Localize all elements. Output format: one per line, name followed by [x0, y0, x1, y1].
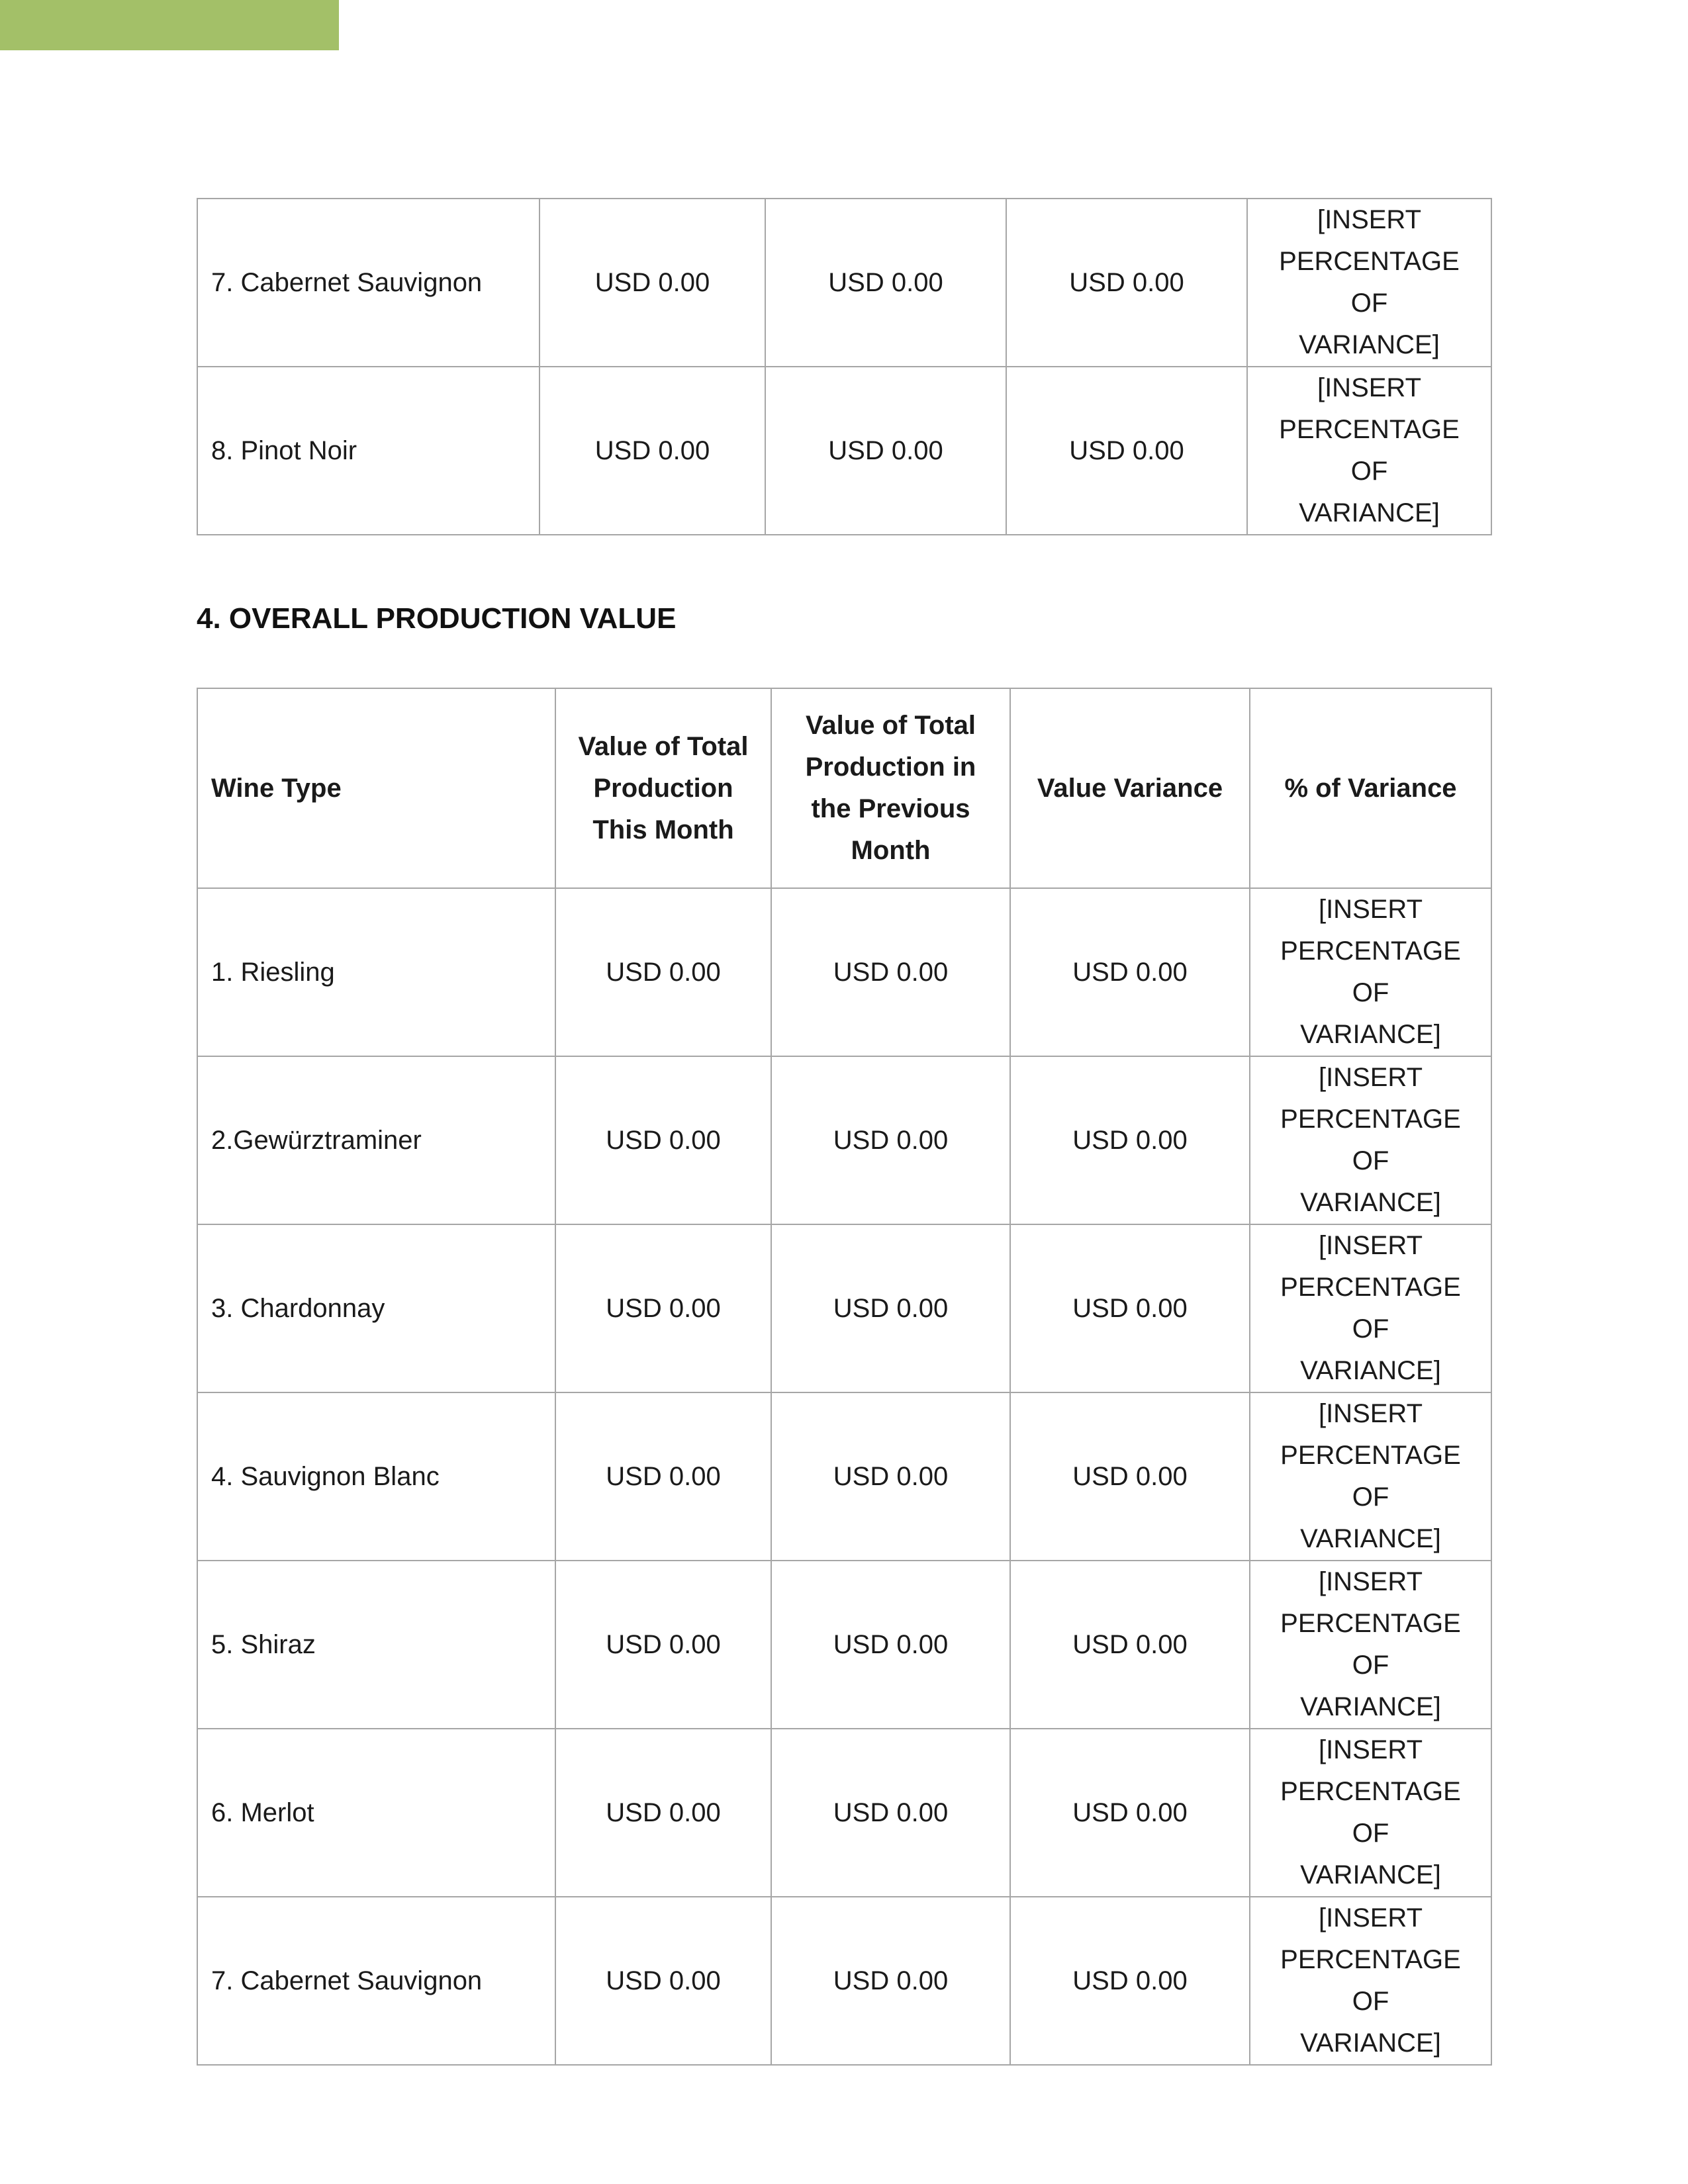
value-this-month-cell: USD 0.00	[555, 1224, 771, 1392]
value-this-month-cell: USD 0.00	[555, 1897, 771, 2065]
value-previous-month-cell: USD 0.00	[771, 1897, 1010, 2065]
value-cell: USD 0.00	[1006, 199, 1247, 367]
variance-placeholder-cell: [INSERT PERCENTAGE OF VARIANCE]	[1247, 367, 1491, 535]
variance-placeholder-cell: [INSERT PERCENTAGE OF VARIANCE]	[1250, 1561, 1491, 1729]
table-header-row	[197, 688, 1491, 888]
value-previous-month-cell: USD 0.00	[771, 1224, 1010, 1392]
wine-type-cell: 7. Cabernet Sauvignon	[197, 199, 539, 367]
header-accent-bar	[0, 0, 339, 50]
wine-type-cell: 3. Chardonnay	[197, 1224, 555, 1392]
value-variance-cell: USD 0.00	[1010, 888, 1250, 1056]
value-variance-cell: USD 0.00	[1010, 1561, 1250, 1729]
table-row	[197, 1897, 1491, 2065]
value-cell: USD 0.00	[1006, 367, 1247, 535]
value-previous-month-cell: USD 0.00	[771, 1056, 1010, 1224]
value-cell: USD 0.00	[765, 367, 1006, 535]
value-this-month-cell: USD 0.00	[555, 1392, 771, 1561]
header-previous-month: Value of Total Production in the Previous Month	[771, 688, 1010, 888]
value-this-month-cell: USD 0.00	[555, 1729, 771, 1897]
table-row	[197, 1729, 1491, 1897]
continued-production-table	[197, 198, 1492, 535]
value-this-month-cell: USD 0.00	[555, 1056, 771, 1224]
value-variance-cell: USD 0.00	[1010, 1224, 1250, 1392]
value-this-month-cell: USD 0.00	[555, 888, 771, 1056]
value-variance-cell: USD 0.00	[1010, 1392, 1250, 1561]
variance-placeholder-cell: [INSERT PERCENTAGE OF VARIANCE]	[1247, 199, 1491, 367]
header-percent-variance: % of Variance	[1250, 688, 1491, 888]
value-cell: USD 0.00	[539, 199, 765, 367]
variance-placeholder-cell: [INSERT PERCENTAGE OF VARIANCE]	[1250, 1224, 1491, 1392]
value-this-month-cell: USD 0.00	[555, 1561, 771, 1729]
value-previous-month-cell: USD 0.00	[771, 1729, 1010, 1897]
variance-placeholder-cell: [INSERT PERCENTAGE OF VARIANCE]	[1250, 1729, 1491, 1897]
wine-type-cell: 4. Sauvignon Blanc	[197, 1392, 555, 1561]
value-previous-month-cell: USD 0.00	[771, 888, 1010, 1056]
value-previous-month-cell: USD 0.00	[771, 1392, 1010, 1561]
table-row	[197, 367, 1491, 535]
header-wine-type: Wine Type	[197, 688, 555, 888]
wine-type-cell: 8. Pinot Noir	[197, 367, 539, 535]
wine-type-cell: 2.Gewürztraminer	[197, 1056, 555, 1224]
wine-type-cell: 6. Merlot	[197, 1729, 555, 1897]
variance-placeholder-cell: [INSERT PERCENTAGE OF VARIANCE]	[1250, 1897, 1491, 2065]
table-row	[197, 1224, 1491, 1392]
header-this-month: Value of Total Production This Month	[555, 688, 771, 888]
value-variance-cell: USD 0.00	[1010, 1729, 1250, 1897]
table-row	[197, 888, 1491, 1056]
value-variance-cell: USD 0.00	[1010, 1897, 1250, 2065]
table-row	[197, 1392, 1491, 1561]
wine-type-cell: 1. Riesling	[197, 888, 555, 1056]
wine-type-cell: 7. Cabernet Sauvignon	[197, 1897, 555, 2065]
table-row	[197, 199, 1491, 367]
value-cell: USD 0.00	[539, 367, 765, 535]
section-heading: 4. OVERALL PRODUCTION VALUE	[197, 602, 677, 635]
variance-placeholder-cell: [INSERT PERCENTAGE OF VARIANCE]	[1250, 1392, 1491, 1561]
overall-production-value-table	[197, 688, 1492, 2066]
variance-placeholder-cell: [INSERT PERCENTAGE OF VARIANCE]	[1250, 1056, 1491, 1224]
value-previous-month-cell: USD 0.00	[771, 1561, 1010, 1729]
header-value-variance: Value Variance	[1010, 688, 1250, 888]
value-cell: USD 0.00	[765, 199, 1006, 367]
wine-type-cell: 5. Shiraz	[197, 1561, 555, 1729]
value-variance-cell: USD 0.00	[1010, 1056, 1250, 1224]
table-row	[197, 1561, 1491, 1729]
table-row	[197, 1056, 1491, 1224]
variance-placeholder-cell: [INSERT PERCENTAGE OF VARIANCE]	[1250, 888, 1491, 1056]
